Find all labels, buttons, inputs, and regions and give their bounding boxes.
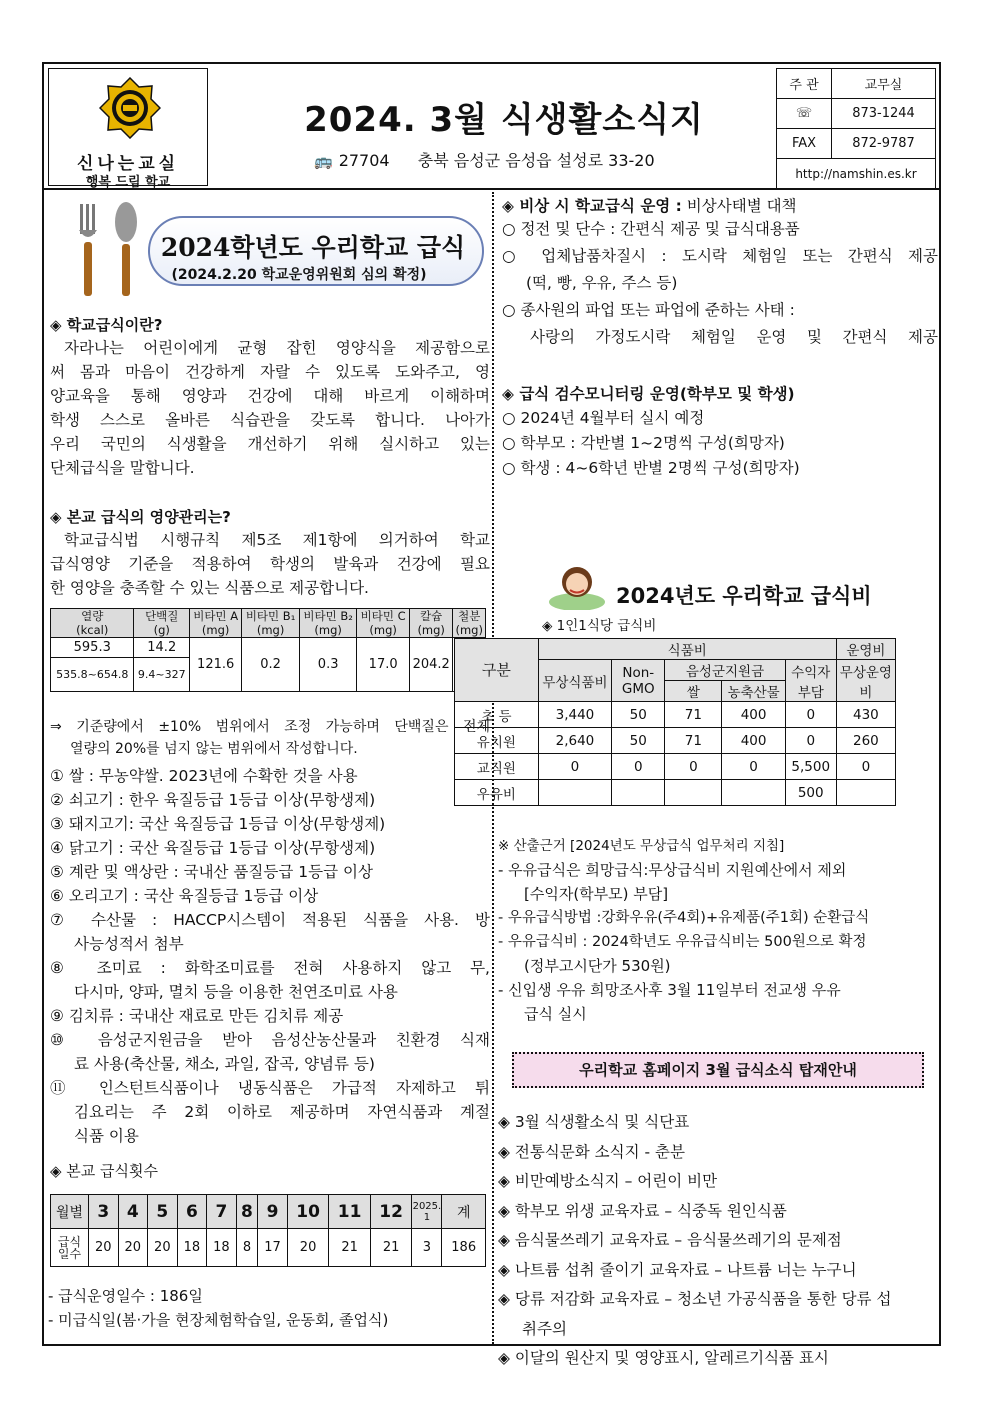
page-title: 2024. 3월 식생활소식지 [304,100,704,140]
text-line: 양교육을 통해 영양과 건강에 대해 바르게 이해하며 [50,387,490,405]
table-cell: 595.3 [51,638,134,658]
list-item: ④ 닭고기 : 국산 육질등급 1등급 이상(무항생제) [50,839,376,857]
col-header: 칼슘 (mg) [409,609,453,638]
homepage-banner[interactable]: 우리학교 홈페이지 3월 급식소식 탑재안내 [512,1052,924,1088]
table-cell: 0 [785,702,836,728]
intro-paragraph [50,336,490,480]
text-line: 열량의 20%를 넘지 않는 범위에서 작성합니다. [70,741,358,757]
list-item: ⑩ 음성군지원금을 받아 음성산농산물과 친환경 식재 [50,1031,490,1049]
contact-value: 873-1244 [832,99,936,129]
col-header: 농축산물 [722,681,785,702]
list-item-cont: 김요리는 주 2회 이하로 제공하며 자연식품과 계절 [74,1103,490,1121]
text-line: 학생 스스로 올바른 식습관을 갖도록 합니다. 나아가 [50,411,490,429]
contact-table [776,68,936,189]
list-item: ○ 학생 : 4~6학년 반별 2명씩 구성(희망자) [502,459,800,477]
list-item: ⑦ 수산물 : HACCP시스템이 적용된 식품을 사용. 방 [50,911,490,929]
newsletter-frame [42,62,941,1367]
days-cell: 8 [236,1229,258,1267]
fee-title: 2024년도 우리학교 급식비 [616,584,872,608]
col-header: 쌀 [665,681,722,702]
contact-value: 872-9787 [832,129,936,159]
table-cell: 14.2 [134,638,190,658]
text-line: 학교급식법 시행규칙 제5조 제1항에 의거하여 학교 [64,531,490,549]
notice-item: ◈ 당류 저감화 교육자료 – 청소년 가공식품을 통한 당류 섭 [498,1290,892,1308]
ingredient-list [50,764,490,1148]
nutrition-table [50,608,486,692]
table-cell: 0 [612,754,665,780]
contact-key: 주 관 [777,69,832,99]
emergency-list [502,216,938,351]
month-cell: 8 [236,1195,258,1229]
list-item-cont: 료 사용(축산물, 채소, 과일, 잡곡, 양념류 등) [74,1055,375,1073]
col-header: 무상식품비 [538,660,612,702]
notice-item: ◈ 3월 식생활소식 및 식단표 [498,1113,690,1131]
month-cell: 7 [207,1195,237,1229]
text-line: [수익자(학부모) 부담] [524,885,669,903]
list-item-cont: (떡, 빵, 우유, 주스 등) [526,274,678,292]
text-line: - 우유급식방법 :강화우유(주4회)+유제품(주1회) 순환급식 [498,910,870,926]
total-label: 계 [442,1195,486,1229]
text-line: - 급식운영일수 : 186일 [48,1287,203,1305]
table-cell: 0 [538,754,612,780]
col-header: 열량 (kcal) [51,609,134,638]
table-cell: 9.4~327 [134,658,190,692]
col-header: 운영비 [836,639,895,660]
text-line: - 신입생 우유 희망조사후 3월 11일부터 전교생 우유 [498,981,841,999]
text-line: - 미급식일(봄·가을 현장체험학습일, 운동회, 졸업식) [48,1311,389,1329]
section-title: ◈ 학교급식이란? [50,316,163,334]
table-cell [722,780,785,806]
table-cell: 17.0 [357,638,409,692]
list-item: ① 쌀 : 무농약쌀. 2023년에 수확한 것을 사용 [50,767,358,785]
month-cell: 6 [177,1195,207,1229]
list-item-cont: 사능성적서 첨부 [74,935,184,953]
days-cell: 3 [412,1229,442,1267]
basis-notes [498,834,938,1026]
col-header: 단백질 (g) [134,609,190,638]
note [50,716,490,760]
fee-subtitle: ◈ 1인1식당 급식비 [542,618,657,634]
days-cell: 20 [287,1229,329,1267]
col-header: 식품비 [538,639,836,660]
days-cell: 21 [329,1229,371,1267]
table-cell: 71 [665,702,722,728]
nutrition-paragraph [50,528,490,600]
fee-table [454,638,896,806]
table-cell: 400 [722,702,785,728]
text-line: ⇒ 기준량에서 ±10% 범위에서 조정 가능하며 단백질은 전체 [50,719,490,735]
logo-text-top: 신나는교실 [76,154,180,174]
days-cell: 20 [148,1229,178,1267]
list-item-cont: 식품 이용 [74,1127,139,1145]
table-cell: 2.7 [453,638,486,692]
text-line: 단체급식을 말합니다. [50,459,195,477]
month-cell: 12 [370,1195,412,1229]
table-cell: 430 [836,702,895,728]
table-cell [836,780,895,806]
days-cell: 20 [118,1229,148,1267]
col-header: 무상운영비 [836,660,895,702]
school-logo-box [48,68,208,190]
notice-list [498,1108,938,1374]
days-cell: 18 [207,1229,237,1267]
list-item-cont: 사랑의 가정도시락 체험일 운영 및 간편식 제공 [530,328,938,346]
col-header: 비타민 B₁ (mg) [242,609,300,638]
col-header: 비타민 C (mg) [357,609,409,638]
chef-girl-icon [544,562,610,610]
list-item: ○ 종사원의 파업 또는 파업에 준하는 사태 : [502,301,795,319]
month-cell: 2025.1 [412,1195,442,1229]
table-cell: 400 [722,728,785,754]
col-header: 음성군지원금 [665,660,785,681]
notice-item: ◈ 나트륨 섭취 줄이기 교육자료 – 나트륨 너는 누구니 [498,1260,857,1279]
section-title: ◈ 본교 급식의 영양관리는? [50,508,231,526]
banner-subtitle: (2024.2.20 학교운영위원회 심의 확정) [171,267,427,283]
table-cell: 500 [785,780,836,806]
row-label: 급식일수 [51,1229,89,1267]
table-cell: 121.6 [190,638,242,692]
contact-value: 교무실 [832,69,936,99]
school-seal-icon [99,77,161,139]
row-label: 월별 [51,1195,89,1229]
text-line: 급식 실시 [524,1005,587,1023]
school-url[interactable]: http://namshin.es.kr [777,159,936,189]
table-cell: 50 [612,702,665,728]
text-line: 써 몸과 마음이 건강하게 자랄 수 있도록 도와주고, 영 [50,363,490,381]
total-cell: 186 [442,1229,486,1267]
list-item: ○ 학부모 : 각반별 1~2명씩 구성(희망자) [502,434,785,452]
col-header: 구분 [455,639,539,702]
logo-text-bottom: 행복 드림 학교 [85,175,171,190]
table-cell: 0 [722,754,785,780]
table-cell: 0.2 [242,638,300,692]
meal-count-table [50,1194,486,1267]
table-cell: 71 [665,728,722,754]
address: 충북 음성군 음성읍 설성로 33-20 [417,151,655,170]
row-label: 우유비 [455,780,539,806]
days-cell: 20 [89,1229,119,1267]
text-line: 우리 국민의 식생활을 개선하기 위해 실시하고 있는 [50,435,490,453]
text-line: (정부고시단가 530원) [524,957,671,975]
month-cell: 3 [89,1195,119,1229]
table-cell [538,780,612,806]
list-item: ③ 돼지고기: 국산 육질등급 1등급 이상(무항생제) [50,815,386,833]
month-cell: 5 [148,1195,178,1229]
notice-item: ◈ 전통식문화 소식지 - 춘분 [498,1142,685,1161]
table-cell: 3,440 [538,702,612,728]
month-cell: 4 [118,1195,148,1229]
month-cell: 9 [258,1195,288,1229]
table-cell: 5,500 [785,754,836,780]
table-cell: 535.8~654.8 [51,658,134,692]
text-line: ※ 산출근거 [2024년도 무상급식 업무처리 지침] [498,838,785,854]
address-line [314,148,655,171]
list-item: ⑨ 김치류 : 국내산 재료로 만든 김치류 제공 [50,1007,344,1025]
table-cell [612,780,665,806]
table-cell: 0 [785,728,836,754]
summary-lines [48,1284,388,1332]
list-item: ⑧ 조미료 : 화학조미료를 전혀 사용하지 않고 무, [50,959,490,977]
banner-title: 2024학년도 우리학교 급식 [160,233,466,262]
table-cell: 0 [665,754,722,780]
list-item-cont: 다시마, 양파, 멸치 등을 이용한 천연조미료 사용 [74,983,398,1001]
phone-icon: ☏ [777,99,832,129]
notice-item: ◈ 음식물쓰레기 교육자료 – 음식물쓰레기의 문제점 [498,1231,842,1249]
contact-key: FAX [777,129,832,159]
table-cell: 260 [836,728,895,754]
col-header: Non-GMO [612,660,665,702]
text-line: - 우유급식은 희망급식:무상급식비 지원예산에서 제외 [498,861,847,879]
list-item: ○ 업체납품차질시 : 도시락 체험일 또는 간편식 제공 [502,247,938,265]
days-cell: 17 [258,1229,288,1267]
section-title: ◈ 급식 검수모니터링 운영(학부모 및 학생) [502,385,795,403]
section-title: ◈ 본교 급식횟수 [50,1162,159,1180]
list-item: ⑪ 인스턴트식품이나 냉동식품은 가급적 자제하고 튀 [50,1079,490,1097]
list-item: ⑤ 계란 및 액상란 : 국내산 품질등급 1등급 이상 [50,863,373,881]
text-line: - 우유급식비 : 2024학년도 우유급식비는 500원으로 확정 [498,934,867,950]
month-cell: 11 [329,1195,371,1229]
col-header: 수익자부담 [785,660,836,702]
list-item: ⑥ 오리고기 : 국산 육질등급 1등급 이상 [50,887,319,905]
postal-code: 27704 [338,151,390,170]
header [44,64,939,190]
table-cell: 50 [612,728,665,754]
notice-item: ◈ 비만예방소식지 – 어린이 비만 [498,1172,718,1190]
days-cell: 21 [370,1229,412,1267]
month-cell: 10 [287,1195,329,1229]
table-cell: 0 [836,754,895,780]
text-line: 급식영양 기준을 적용하여 학생의 발육과 건강에 필요 [50,555,490,573]
list-item: ② 쇠고기 : 한우 육질등급 1등급 이상(무항생제) [50,791,376,809]
notice-item-cont: 취주의 [522,1319,567,1338]
table-cell: 204.2 [409,638,453,692]
text-line: 한 영양을 충족할 수 있는 식품으로 제공합니다. [50,579,369,597]
fork-spoon-icon [70,200,160,300]
row-label: 교직원 [455,754,539,780]
col-header: 철분 (mg) [453,609,486,638]
days-cell: 18 [177,1229,207,1267]
col-header: 비타민 A (mg) [190,609,242,638]
row-label: 유치원 [455,728,539,754]
list-item: ○ 정전 및 단수 : 간편식 제공 및 급식대용품 [502,220,800,238]
table-cell: 0.3 [299,638,357,692]
notice-item: ◈ 학부모 위생 교육자료 – 식중독 원인식품 [498,1201,787,1220]
list-item: ○ 2024년 4월부터 실시 예정 [502,409,705,427]
row-label: 초 등 [455,702,539,728]
section-title: ◈ 비상 시 학교급식 운영 : 비상사태별 대책 [502,197,797,215]
monitoring-list [502,406,800,481]
notice-item: ◈ 이달의 원산지 및 영양표시, 알레르기식품 표시 [498,1349,829,1367]
text-line: 자라나는 어린이에게 균형 잡힌 영양식을 제공함으로 [64,339,490,357]
table-cell: 2,640 [538,728,612,754]
col-header: 비타민 B₂ (mg) [299,609,357,638]
table-cell [665,780,722,806]
car-icon: 🚌 [314,152,333,170]
